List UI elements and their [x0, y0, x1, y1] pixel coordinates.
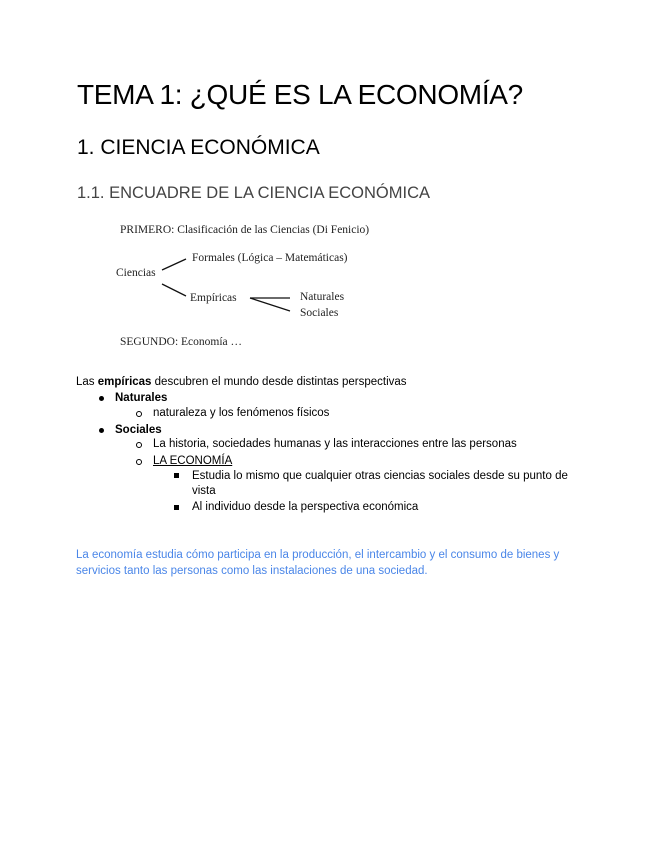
- bullet-square: [174, 473, 179, 478]
- diagram-formales: Formales (Lógica – Matemáticas): [192, 252, 348, 264]
- diagram-primero: PRIMERO: Clasificación de las Ciencias (Di Fenicio): [120, 224, 370, 236]
- list-item-estudia-line2: vista: [192, 485, 216, 497]
- list-item-individuo: Al individuo desde la perspectiva económica: [192, 501, 419, 513]
- diagram-ciencias: Ciencias: [116, 267, 156, 279]
- intro-text: Las empíricas descubren el mundo desde distintas perspectivas: [76, 376, 407, 388]
- list-item-sociales-desc: La historia, sociedades humanas y las interacciones entre las personas: [153, 438, 517, 450]
- intro-bold: empíricas: [97, 376, 152, 388]
- section-heading: 1. CIENCIA ECONÓMICA: [77, 136, 320, 159]
- list-item-naturales-desc: naturaleza y los fenómenos físicos: [153, 407, 330, 419]
- diagram-sociales: Sociales: [300, 307, 339, 319]
- list-item-naturales: Naturales: [115, 392, 168, 404]
- definition-line2: servicios tanto las personas como las instalaciones de una sociedad.: [76, 565, 428, 577]
- bullet-dot: [99, 396, 104, 401]
- definition-line1: La economía estudia cómo participa en la producción, el intercambio y el consumo de bienes y: [76, 549, 560, 561]
- line-empiricas: [162, 284, 186, 296]
- bullet-circle: [136, 459, 142, 465]
- subsection-heading: 1.1. ENCUADRE DE LA CIENCIA ECONÓMICA: [77, 184, 431, 202]
- diagram-naturales: Naturales: [300, 291, 345, 303]
- list-item-sociales: Sociales: [115, 424, 162, 436]
- list-item-economia: LA ECONOMÍA: [153, 455, 233, 467]
- classification-diagram: [110, 218, 410, 358]
- bullet-circle: [136, 411, 142, 417]
- line-formales: [162, 259, 186, 270]
- bullet-square: [174, 505, 179, 510]
- page-title: TEMA 1: ¿QUÉ ES LA ECONOMÍA?: [77, 79, 523, 110]
- line-sociales: [250, 298, 290, 311]
- bullet-dot: [99, 428, 104, 433]
- list-item-estudia-line1: Estudia lo mismo que cualquier otras ciencias sociales desde su punto de: [192, 470, 568, 482]
- diagram-empiricas: Empíricas: [190, 292, 237, 304]
- diagram-segundo: SEGUNDO: Economía …: [120, 336, 243, 348]
- bullet-circle: [136, 442, 142, 448]
